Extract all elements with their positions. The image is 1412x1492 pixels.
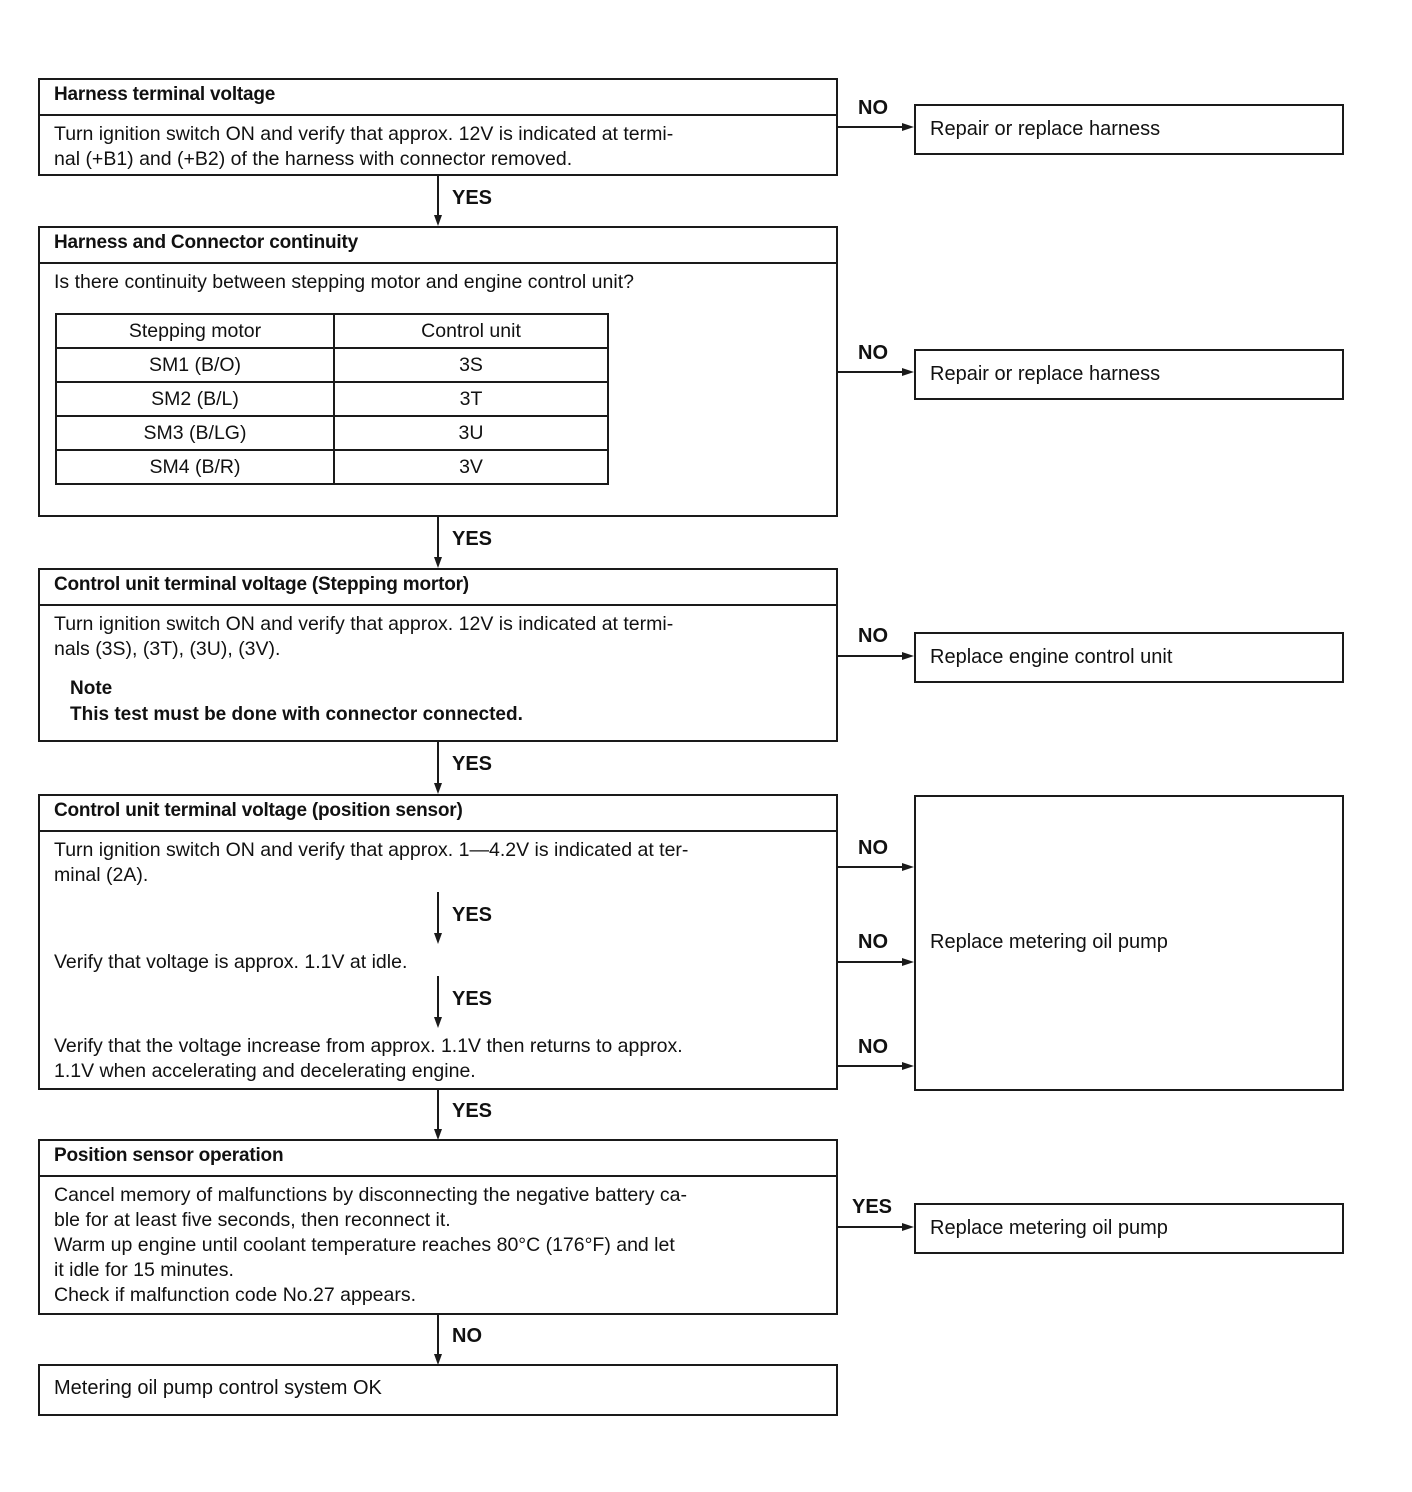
step-position-sensor-operation bbox=[38, 1139, 838, 1315]
yes-arrow bbox=[434, 557, 442, 568]
step-title: Harness and Connector continuity bbox=[40, 228, 836, 264]
no-label: NO bbox=[858, 97, 888, 119]
yes-label: YES bbox=[452, 904, 493, 926]
table-cell: SM1 (B/O) bbox=[56, 348, 334, 382]
yes-label: YES bbox=[452, 187, 493, 209]
result-replace-oil-pump-1 bbox=[914, 795, 1344, 1091]
step-title: Control unit terminal voltage (position sensor) bbox=[40, 796, 836, 832]
step-control-unit-voltage-stepping bbox=[38, 568, 838, 742]
result-text: Replace metering oil pump bbox=[930, 1217, 1168, 1239]
table-cell: 3U bbox=[334, 416, 608, 450]
table-cell: 3V bbox=[334, 450, 608, 484]
final-result-box bbox=[38, 1364, 838, 1416]
yes-connector-line bbox=[437, 892, 439, 934]
note-text: This test must be done with connector connected. bbox=[70, 704, 523, 725]
yes-arrow bbox=[434, 933, 442, 944]
no-arrow bbox=[902, 863, 914, 871]
no-label: NO bbox=[858, 625, 888, 647]
no-connector-line bbox=[838, 655, 904, 657]
table-cell: SM2 (B/L) bbox=[56, 382, 334, 416]
yes-arrow bbox=[434, 783, 442, 794]
table-header: Stepping motor bbox=[56, 314, 334, 348]
result-text: Replace engine control unit bbox=[930, 646, 1173, 668]
no-arrow bbox=[902, 958, 914, 966]
table-header-row bbox=[56, 314, 608, 348]
yes-label: YES bbox=[452, 1100, 493, 1122]
final-result-text: Metering oil pump control system OK bbox=[54, 1377, 382, 1399]
step-title: Position sensor operation bbox=[40, 1141, 836, 1177]
result-text: Replace metering oil pump bbox=[930, 931, 1168, 953]
no-connector-line bbox=[838, 1065, 904, 1067]
no-connector-line bbox=[838, 371, 904, 373]
result-repair-harness-1 bbox=[914, 104, 1344, 155]
no-arrow bbox=[902, 123, 914, 131]
step-text-2: Verify that voltage is approx. 1.1V at idle. bbox=[54, 951, 408, 973]
step-text: Turn ignition switch ON and verify that approx. 12V is indicated at termi- nals (3S), (3T), (3U), (3V). bbox=[54, 613, 674, 660]
no-arrow bbox=[902, 652, 914, 660]
yes-connector-line bbox=[437, 176, 439, 216]
yes-arrow bbox=[434, 1017, 442, 1028]
step-text: Turn ignition switch ON and verify that approx. 12V is indicated at termi- nal (+B1) and (+B2) of the harness with connector removed. bbox=[54, 123, 674, 170]
table-cell: SM4 (B/R) bbox=[56, 450, 334, 484]
no-arrow bbox=[902, 1062, 914, 1070]
yes-arrow bbox=[434, 215, 442, 226]
step-text: Is there continuity between stepping motor and engine control unit? bbox=[54, 271, 634, 293]
step-harness-connector-continuity bbox=[38, 226, 838, 517]
table-row bbox=[56, 348, 608, 382]
connection-table bbox=[55, 313, 609, 485]
yes-label: YES bbox=[452, 988, 493, 1010]
no-connector-line bbox=[838, 126, 904, 128]
no-label: NO bbox=[452, 1325, 482, 1347]
result-replace-oil-pump-2 bbox=[914, 1203, 1344, 1254]
no-arrow bbox=[902, 368, 914, 376]
no-connector-line bbox=[838, 866, 904, 868]
table-row bbox=[56, 416, 608, 450]
table-cell: 3S bbox=[334, 348, 608, 382]
yes-connector-line bbox=[437, 1090, 439, 1130]
yes-connector-line bbox=[437, 517, 439, 558]
table-cell: 3T bbox=[334, 382, 608, 416]
no-connector-line bbox=[838, 961, 904, 963]
step-text-1: Turn ignition switch ON and verify that approx. 1—4.2V is indicated at ter- minal (2A). bbox=[54, 839, 689, 886]
step-text: Cancel memory of malfunctions by disconnecting the negative battery ca- ble for at least five seconds, then reconnect it. Warm up engine until coolant temperature reaches 80°C (176°F) and let it idle for 15 minutes. Check if malfunction code No.27 appears. bbox=[54, 1184, 687, 1306]
result-text: Repair or replace harness bbox=[930, 118, 1161, 140]
table-header: Control unit bbox=[334, 314, 608, 348]
yes-arrow bbox=[902, 1223, 914, 1231]
no-connector-line bbox=[437, 1315, 439, 1355]
result-replace-control-unit bbox=[914, 632, 1344, 683]
step-title: Control unit terminal voltage (Stepping mortor) bbox=[40, 570, 836, 606]
step-text-3: Verify that the voltage increase from approx. 1.1V then returns to approx. 1.1V when accelerating and decelerating engine. bbox=[54, 1035, 683, 1082]
note-label: Note bbox=[70, 678, 113, 699]
yes-connector-line bbox=[437, 976, 439, 1018]
no-label: NO bbox=[858, 931, 888, 953]
table-cell: SM3 (B/LG) bbox=[56, 416, 334, 450]
yes-label: YES bbox=[452, 753, 493, 775]
yes-connector-line bbox=[437, 742, 439, 784]
step-title: Harness terminal voltage bbox=[40, 80, 836, 116]
no-label: NO bbox=[858, 837, 888, 859]
yes-branch-line bbox=[838, 1226, 904, 1228]
step-harness-terminal-voltage bbox=[38, 78, 838, 176]
no-label: NO bbox=[858, 1036, 888, 1058]
result-repair-harness-2 bbox=[914, 349, 1344, 400]
yes-label: YES bbox=[852, 1196, 893, 1218]
no-label: NO bbox=[858, 342, 888, 364]
result-text: Repair or replace harness bbox=[930, 363, 1161, 385]
table-row bbox=[56, 450, 608, 484]
table-row bbox=[56, 382, 608, 416]
yes-label: YES bbox=[452, 528, 493, 550]
